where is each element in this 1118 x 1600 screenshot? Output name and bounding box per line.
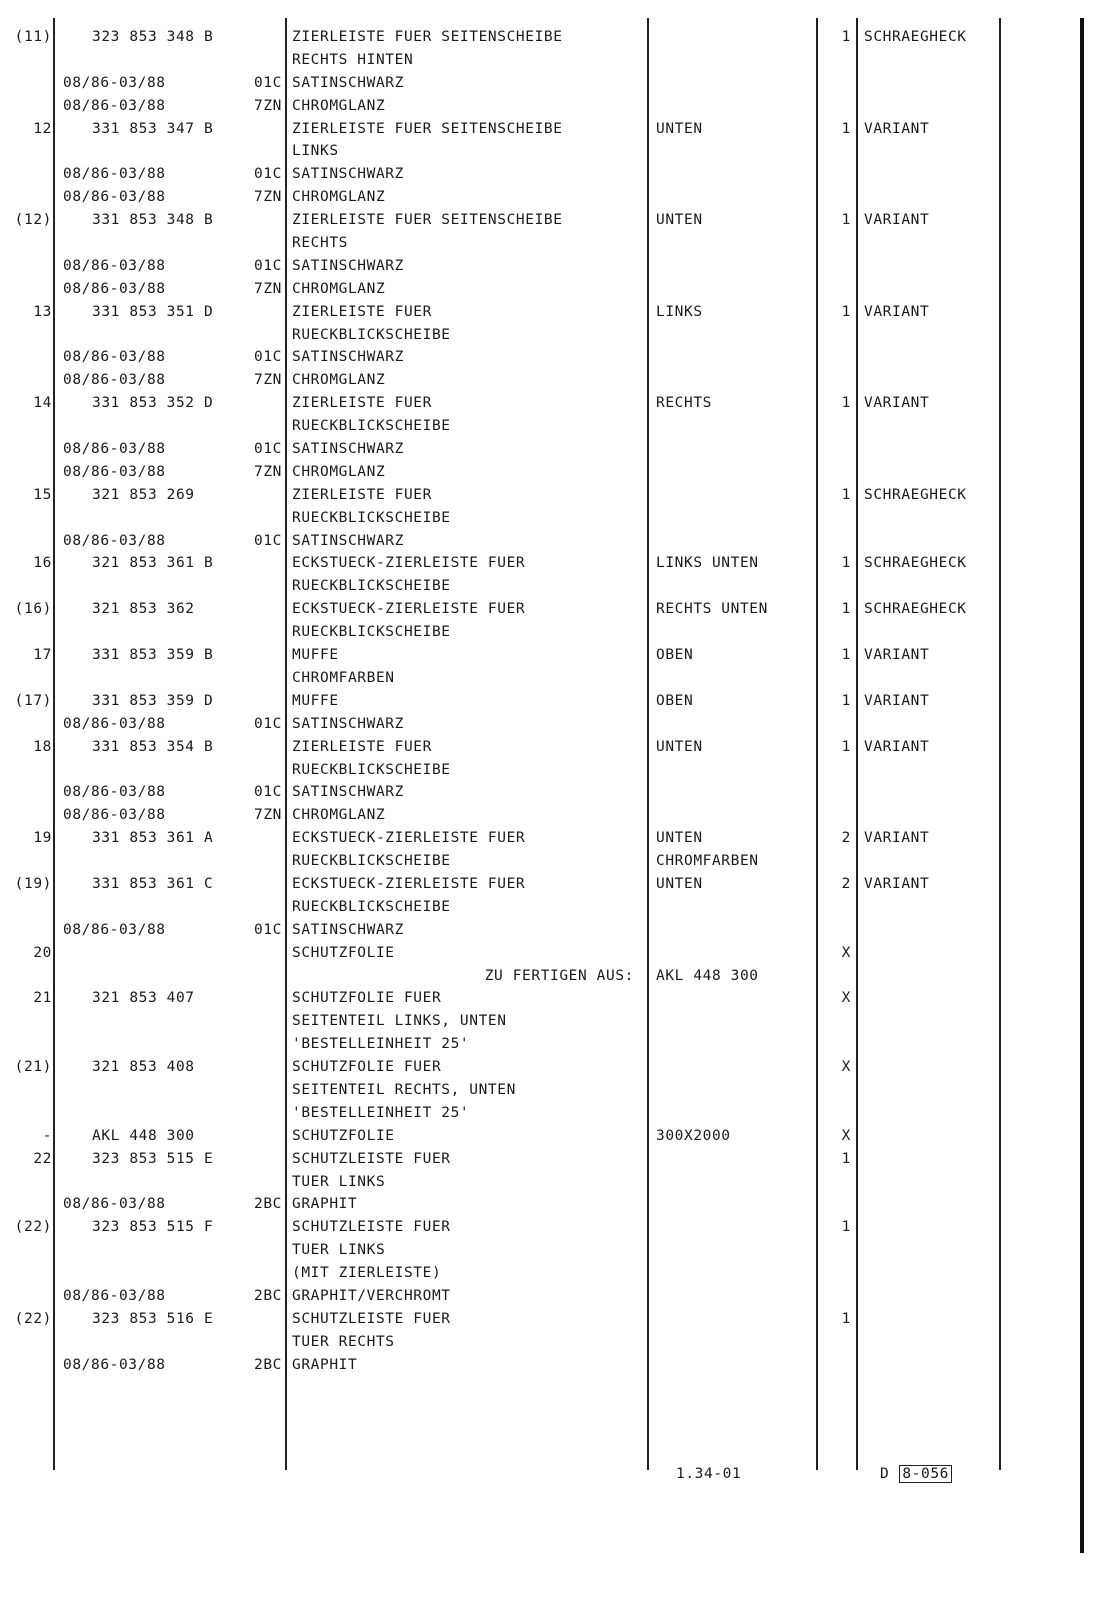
position-number: (22) [14, 1219, 52, 1236]
part-number: 323 853 348 B [92, 29, 214, 45]
model: VARIANT [864, 738, 930, 755]
part-number: 331 853 361 A [92, 830, 214, 847]
table-row [0, 667, 1118, 690]
table-row [0, 965, 1118, 988]
quantity: 1 [841, 1150, 851, 1167]
date-range: 08/86-03/88 [63, 1196, 166, 1213]
table-row [0, 621, 1118, 644]
remark: RECHTS [656, 395, 712, 412]
position-number: (16) [14, 601, 52, 618]
date-range: 08/86-03/88 [63, 784, 166, 801]
model: VARIANT [864, 647, 930, 664]
description: 'BESTELLEINHEIT 25' [292, 1104, 470, 1121]
table-row [0, 598, 1118, 621]
table-row [0, 186, 1118, 209]
table-row [0, 690, 1118, 713]
date-range: 08/86-03/88 [63, 1287, 166, 1304]
remark: OBEN [656, 692, 694, 709]
parts-table [0, 26, 1118, 1377]
remark: CHROMFARBEN [656, 853, 759, 870]
remark: OBEN [656, 647, 694, 664]
part-number: 331 853 361 C [92, 875, 214, 892]
date-range: 08/86-03/88 [63, 166, 166, 183]
table-row [0, 781, 1118, 804]
description: RUECKBLICKSCHEIBE [292, 761, 451, 778]
position-number: 15 [33, 486, 52, 503]
quantity: 1 [841, 120, 851, 137]
date-range: 08/86-03/88 [63, 463, 166, 480]
quantity: 1 [841, 647, 851, 664]
description: ECKSTUECK-ZIERLEISTE FUER [292, 555, 526, 572]
table-row [0, 1308, 1118, 1331]
description: ZIERLEISTE FUER [292, 303, 432, 320]
quantity: 2 [841, 875, 851, 892]
table-row [0, 118, 1118, 141]
date-range: 08/86-03/88 [63, 715, 166, 732]
description: SATINSCHWARZ [292, 257, 404, 274]
description: CHROMGLANZ [292, 189, 386, 206]
table-row [0, 736, 1118, 759]
color-code: 7ZN [254, 372, 282, 389]
description: ZIERLEISTE FUER [292, 486, 432, 503]
position-number: 20 [33, 944, 52, 961]
description: SCHUTZFOLIE [292, 944, 395, 961]
description: ECKSTUECK-ZIERLEISTE FUER [292, 601, 526, 618]
date-range: 08/86-03/88 [63, 1356, 166, 1373]
quantity: 1 [841, 738, 851, 755]
quantity: 1 [841, 303, 851, 320]
position-number: (11) [14, 29, 52, 45]
part-number: 323 853 515 E [92, 1150, 214, 1167]
position-number: 14 [33, 395, 52, 412]
model: SCHRAEGHECK [864, 29, 967, 45]
date-range: 08/86-03/88 [63, 257, 166, 274]
position-number: (12) [14, 212, 52, 229]
description: SATINSCHWARZ [292, 921, 404, 938]
table-row [0, 507, 1118, 530]
description: SCHUTZLEISTE FUER [292, 1219, 451, 1236]
table-row [0, 324, 1118, 347]
part-number: 331 853 359 B [92, 647, 214, 664]
table-row [0, 919, 1118, 942]
quantity: 1 [841, 555, 851, 572]
table-row [0, 987, 1118, 1010]
model: VARIANT [864, 830, 930, 847]
table-row [0, 255, 1118, 278]
part-number: 323 853 516 E [92, 1310, 214, 1327]
date-range: 08/86-03/88 [63, 372, 166, 389]
remark: LINKS [656, 303, 703, 320]
model: VARIANT [864, 395, 930, 412]
color-code: 7ZN [254, 97, 282, 114]
model: SCHRAEGHECK [864, 555, 967, 572]
date-range: 08/86-03/88 [63, 349, 166, 366]
date-range: 08/86-03/88 [63, 74, 166, 91]
table-row [0, 942, 1118, 965]
table-row [0, 278, 1118, 301]
table-row [0, 301, 1118, 324]
color-code: 2BC [254, 1356, 282, 1373]
color-code: 01C [254, 532, 282, 549]
date-range: 08/86-03/88 [63, 807, 166, 824]
date-range: 08/86-03/88 [63, 532, 166, 549]
description: RUECKBLICKSCHEIBE [292, 418, 451, 435]
table-row [0, 392, 1118, 415]
table-row [0, 1148, 1118, 1171]
table-row [0, 346, 1118, 369]
date-range: 08/86-03/88 [63, 441, 166, 458]
quantity: 1 [841, 212, 851, 229]
description: MUFFE [292, 692, 339, 709]
table-row [0, 72, 1118, 95]
description: CHROMGLANZ [292, 463, 386, 480]
description: RUECKBLICKSCHEIBE [292, 578, 451, 595]
table-row [0, 804, 1118, 827]
remark: RECHTS UNTEN [656, 601, 768, 618]
description: TUER LINKS [292, 1242, 386, 1259]
color-code: 2BC [254, 1287, 282, 1304]
part-number: 323 853 515 F [92, 1219, 214, 1236]
table-row [0, 713, 1118, 736]
table-row [0, 1354, 1118, 1377]
color-code: 7ZN [254, 189, 282, 206]
color-code: 2BC [254, 1196, 282, 1213]
part-number: 331 853 359 D [92, 692, 214, 709]
description: ECKSTUECK-ZIERLEISTE FUER [292, 830, 526, 847]
color-code: 7ZN [254, 280, 282, 297]
description: ZIERLEISTE FUER SEITENSCHEIBE [292, 120, 563, 137]
quantity: X [841, 944, 851, 961]
quantity: X [841, 1059, 851, 1076]
part-number: 331 853 352 D [92, 395, 214, 412]
quantity: X [841, 1127, 851, 1144]
part-number: 331 853 348 B [92, 212, 214, 229]
position-number: 19 [33, 830, 52, 847]
table-row [0, 1171, 1118, 1194]
description: RECHTS HINTEN [292, 51, 414, 68]
description: SATINSCHWARZ [292, 441, 404, 458]
date-range: 08/86-03/88 [63, 921, 166, 938]
description-note: ZU FERTIGEN AUS: [484, 967, 634, 984]
table-row [0, 827, 1118, 850]
table-row [0, 530, 1118, 553]
remark: LINKS UNTEN [656, 555, 759, 572]
description: LINKS [292, 143, 339, 160]
description: RUECKBLICKSCHEIBE [292, 624, 451, 641]
description: SCHUTZFOLIE [292, 1127, 395, 1144]
part-number: AKL 448 300 [92, 1127, 195, 1144]
page-number-box: 8-056 [899, 1465, 952, 1483]
table-row [0, 484, 1118, 507]
position-number: - [42, 1127, 52, 1144]
description: SATINSCHWARZ [292, 715, 404, 732]
table-row [0, 1262, 1118, 1285]
quantity: 1 [841, 29, 851, 45]
table-row [0, 1079, 1118, 1102]
table-row [0, 1193, 1118, 1216]
color-code: 01C [254, 715, 282, 732]
position-number: (21) [14, 1059, 52, 1076]
position-number: 13 [33, 303, 52, 320]
remark: UNTEN [656, 830, 703, 847]
description: RECHTS [292, 235, 348, 252]
position-number: (22) [14, 1310, 52, 1327]
description: RUECKBLICKSCHEIBE [292, 509, 451, 526]
table-row [0, 415, 1118, 438]
quantity: 1 [841, 395, 851, 412]
color-code: 01C [254, 257, 282, 274]
description: SATINSCHWARZ [292, 532, 404, 549]
table-row [0, 552, 1118, 575]
table-row [0, 49, 1118, 72]
position-number: (17) [14, 692, 52, 709]
description: TUER RECHTS [292, 1333, 395, 1350]
part-number: 321 853 361 B [92, 555, 214, 572]
description: GRAPHIT/VERCHROMT [292, 1287, 451, 1304]
description: SCHUTZLEISTE FUER [292, 1310, 451, 1327]
table-row [0, 369, 1118, 392]
description: SEITENTEIL LINKS, UNTEN [292, 1013, 507, 1030]
position-number: (19) [14, 875, 52, 892]
quantity: 1 [841, 1219, 851, 1236]
table-row [0, 873, 1118, 896]
model: SCHRAEGHECK [864, 601, 967, 618]
part-number: 331 853 351 D [92, 303, 214, 320]
position-number: 16 [33, 555, 52, 572]
remark: AKL 448 300 [656, 967, 759, 984]
description: RUECKBLICKSCHEIBE [292, 326, 451, 343]
color-code: 7ZN [254, 807, 282, 824]
table-row [0, 1331, 1118, 1354]
remark: UNTEN [656, 212, 703, 229]
part-number: 321 853 408 [92, 1059, 195, 1076]
table-row [0, 1125, 1118, 1148]
color-code: 01C [254, 921, 282, 938]
model: VARIANT [864, 875, 930, 892]
color-code: 7ZN [254, 463, 282, 480]
description: SCHUTZFOLIE FUER [292, 990, 442, 1007]
quantity: 1 [841, 692, 851, 709]
position-number: 22 [33, 1150, 52, 1167]
table-row [0, 575, 1118, 598]
description: ZIERLEISTE FUER SEITENSCHEIBE [292, 212, 563, 229]
table-row [0, 1102, 1118, 1125]
date-range: 08/86-03/88 [63, 280, 166, 297]
description: ZIERLEISTE FUER [292, 738, 432, 755]
table-row [0, 232, 1118, 255]
table-row [0, 644, 1118, 667]
position-number: 21 [33, 990, 52, 1007]
position-number: 12 [33, 120, 52, 137]
description: (MIT ZIERLEISTE) [292, 1265, 442, 1282]
footer-reference: 1.34-01 [676, 1466, 742, 1482]
remark: UNTEN [656, 875, 703, 892]
description: ZIERLEISTE FUER SEITENSCHEIBE [292, 29, 563, 45]
table-row [0, 140, 1118, 163]
table-row [0, 1033, 1118, 1056]
description: ECKSTUECK-ZIERLEISTE FUER [292, 875, 526, 892]
part-number: 331 853 354 B [92, 738, 214, 755]
position-number: 18 [33, 738, 52, 755]
remark: UNTEN [656, 120, 703, 137]
description: MUFFE [292, 647, 339, 664]
color-code: 01C [254, 74, 282, 91]
model: VARIANT [864, 120, 930, 137]
color-code: 01C [254, 441, 282, 458]
description: SEITENTEIL RECHTS, UNTEN [292, 1081, 516, 1098]
part-number: 321 853 269 [92, 486, 195, 503]
table-row [0, 759, 1118, 782]
table-row [0, 438, 1118, 461]
description: SCHUTZFOLIE FUER [292, 1059, 442, 1076]
model: VARIANT [864, 303, 930, 320]
description: TUER LINKS [292, 1173, 386, 1190]
description: CHROMGLANZ [292, 372, 386, 389]
part-number: 321 853 362 [92, 601, 195, 618]
model: SCHRAEGHECK [864, 486, 967, 503]
table-row [0, 209, 1118, 232]
quantity: 1 [841, 486, 851, 503]
model: VARIANT [864, 212, 930, 229]
quantity: 1 [841, 1310, 851, 1327]
description: GRAPHIT [292, 1196, 358, 1213]
position-number: 17 [33, 647, 52, 664]
quantity: X [841, 990, 851, 1007]
description: SATINSCHWARZ [292, 74, 404, 91]
remark: UNTEN [656, 738, 703, 755]
description: SCHUTZLEISTE FUER [292, 1150, 451, 1167]
description: RUECKBLICKSCHEIBE [292, 853, 451, 870]
table-row [0, 26, 1118, 49]
color-code: 01C [254, 784, 282, 801]
table-row [0, 95, 1118, 118]
table-row [0, 1239, 1118, 1262]
description: GRAPHIT [292, 1356, 358, 1373]
date-range: 08/86-03/88 [63, 189, 166, 206]
description: SATINSCHWARZ [292, 784, 404, 801]
description: CHROMFARBEN [292, 669, 395, 686]
table-row [0, 461, 1118, 484]
table-row [0, 1010, 1118, 1033]
remark: 300X2000 [656, 1127, 731, 1144]
description: CHROMGLANZ [292, 807, 386, 824]
description: 'BESTELLEINHEIT 25' [292, 1036, 470, 1053]
quantity: 2 [841, 830, 851, 847]
part-number: 331 853 347 B [92, 120, 214, 137]
description: ZIERLEISTE FUER [292, 395, 432, 412]
description: CHROMGLANZ [292, 97, 386, 114]
quantity: 1 [841, 601, 851, 618]
table-row [0, 1285, 1118, 1308]
table-row [0, 1056, 1118, 1079]
table-row [0, 1216, 1118, 1239]
color-code: 01C [254, 166, 282, 183]
table-row [0, 850, 1118, 873]
part-number: 321 853 407 [92, 990, 195, 1007]
date-range: 08/86-03/88 [63, 97, 166, 114]
description: SATINSCHWARZ [292, 166, 404, 183]
table-row [0, 896, 1118, 919]
footer-language: D [880, 1466, 890, 1482]
table-row [0, 163, 1118, 186]
description: RUECKBLICKSCHEIBE [292, 898, 451, 915]
model: VARIANT [864, 692, 930, 709]
description: SATINSCHWARZ [292, 349, 404, 366]
footer-page-number [880, 1466, 952, 1482]
description: CHROMGLANZ [292, 280, 386, 297]
color-code: 01C [254, 349, 282, 366]
